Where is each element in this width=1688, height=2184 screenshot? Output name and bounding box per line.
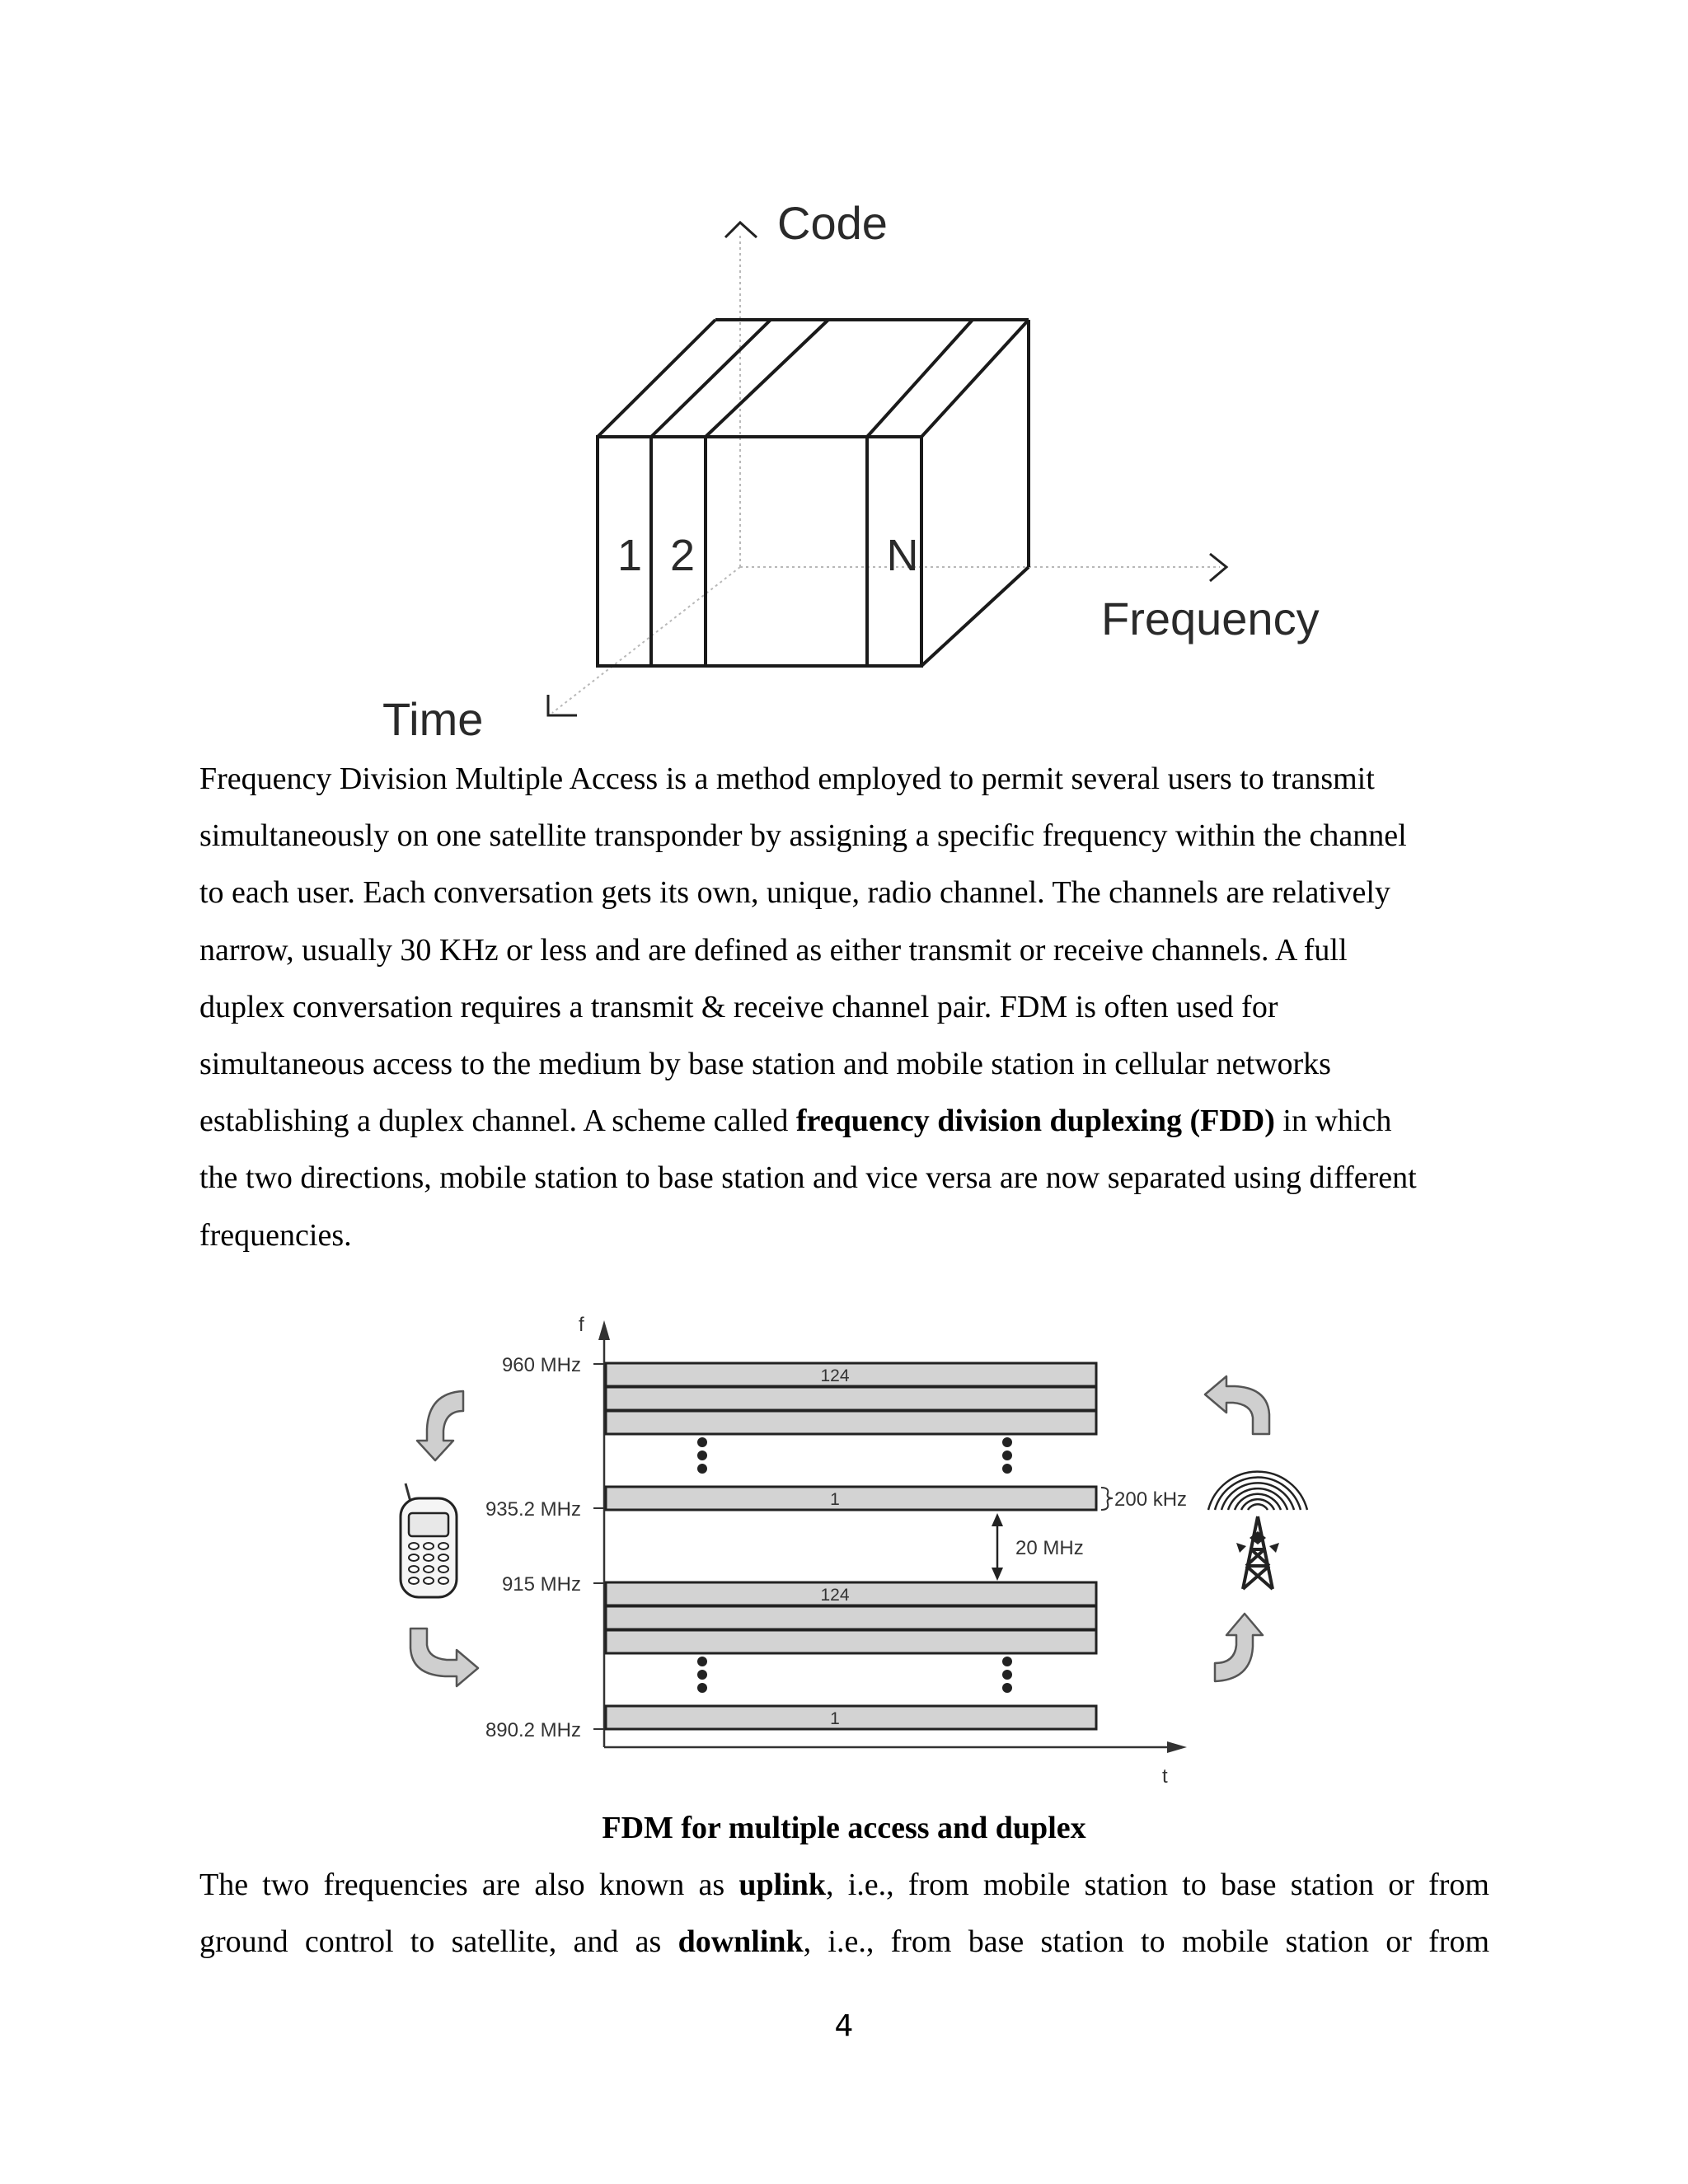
uplink-downlink-paragraph [199,1857,1489,1971]
right-curved-arrow-icon [410,1629,478,1686]
channel-label-n: N [886,531,919,580]
up-curved-arrow-icon [1215,1614,1263,1681]
axis-label-f: f [579,1314,584,1336]
downlink-channel-bar [606,1363,1096,1386]
text-line: duplex conversation requires a transmit & receive channel pair. FDM is often used for [199,989,1278,1024]
uplink-channel-bar [606,1630,1096,1653]
freq-label-915: 915 MHz [501,1573,581,1596]
fdd-term: frequency division duplexing (FDD) [795,1104,1275,1139]
uplink-channel-bar [606,1706,1096,1729]
downlink-channel-bar [606,1411,1096,1434]
bandwidth-label: 200 kHz [1114,1488,1188,1511]
text-line: the two directions, mobile station to base station and vice versa are now separated using different [199,1160,1417,1196]
axis-label-frequency: Frequency [1101,593,1320,644]
text-run: , i.e., from mobile station to base station or from [826,1868,1489,1902]
text-run: in which [1274,1104,1392,1139]
frequency-arrow-icon [1210,554,1226,581]
channel-label-2: 2 [669,531,696,580]
uplink-channel-bar [606,1582,1096,1605]
text-run: ground control to satellite, and as [199,1924,678,1960]
figure-caption: FDM for multiple access and duplex [602,1811,1086,1845]
text-line [199,1914,1489,1971]
cube-front-face [598,437,921,666]
base-station-tower-icon [1208,1472,1307,1589]
text-line: narrow, usually 30 KHz or less and are defined as either transmit or receive channels. A full [199,932,1348,968]
text-line [199,1857,1489,1914]
gap-label: 20 MHz [1015,1537,1084,1559]
channel-label-124-uplink: 124 [820,1586,850,1605]
text-run: , i.e., from base station to mobile station or from [803,1924,1489,1960]
text-line: to each user. Each conversation gets its own, unique, radio channel. The channels are relatively [199,875,1390,911]
text-line: Frequency Division Multiple Access is a method employed to permit several users to transmit [199,762,1375,796]
channel-label-1-uplink: 1 [830,1709,840,1728]
channel-label-124-downlink: 124 [820,1366,850,1385]
axis-label-code: Code [777,197,888,249]
text-line: frequencies. [199,1217,352,1253]
downlink-channel-bar [606,1487,1096,1510]
text-line: simultaneously on one satellite transponder by assigning a specific frequency within the channel [199,818,1407,854]
fdm-duplex-diagram [387,1298,1319,1793]
downlink-channel-bar [606,1387,1096,1410]
freq-label-960: 960 MHz [501,1354,581,1376]
text-line [199,1093,1489,1150]
code-arrow-icon [725,223,757,237]
downlink-term: downlink [678,1924,804,1960]
channel-label-1: 1 [617,531,643,580]
left-curved-arrow-icon [1205,1376,1269,1434]
freq-label-890: 890.2 MHz [485,1719,581,1741]
channel-label-1-downlink: 1 [830,1490,840,1509]
fdma-cube-diagram [330,181,1352,758]
mobile-phone-icon [401,1483,457,1597]
channel-slices [651,320,973,666]
axis-label-t: t [1162,1765,1168,1788]
t-axis-arrow-icon [1167,1741,1187,1753]
uplink-term: uplink [738,1868,827,1902]
text-run: establishing a duplex channel. A scheme called [199,1104,796,1139]
page-number: 4 [834,2009,854,2043]
text-run: The two frequencies are also known as [199,1868,739,1902]
f-axis-arrow-icon [598,1320,610,1340]
fdma-paragraph [199,751,1489,1264]
axis-label-time: Time [382,693,484,745]
down-curved-arrow-icon [417,1391,463,1460]
text-line: simultaneous access to the medium by base station and mobile station in cellular networks [199,1047,1331,1082]
freq-label-935: 935.2 MHz [485,1498,581,1521]
uplink-channel-bar [606,1606,1096,1629]
bandwidth-brace [1101,1488,1113,1510]
time-axis-line [552,567,740,713]
